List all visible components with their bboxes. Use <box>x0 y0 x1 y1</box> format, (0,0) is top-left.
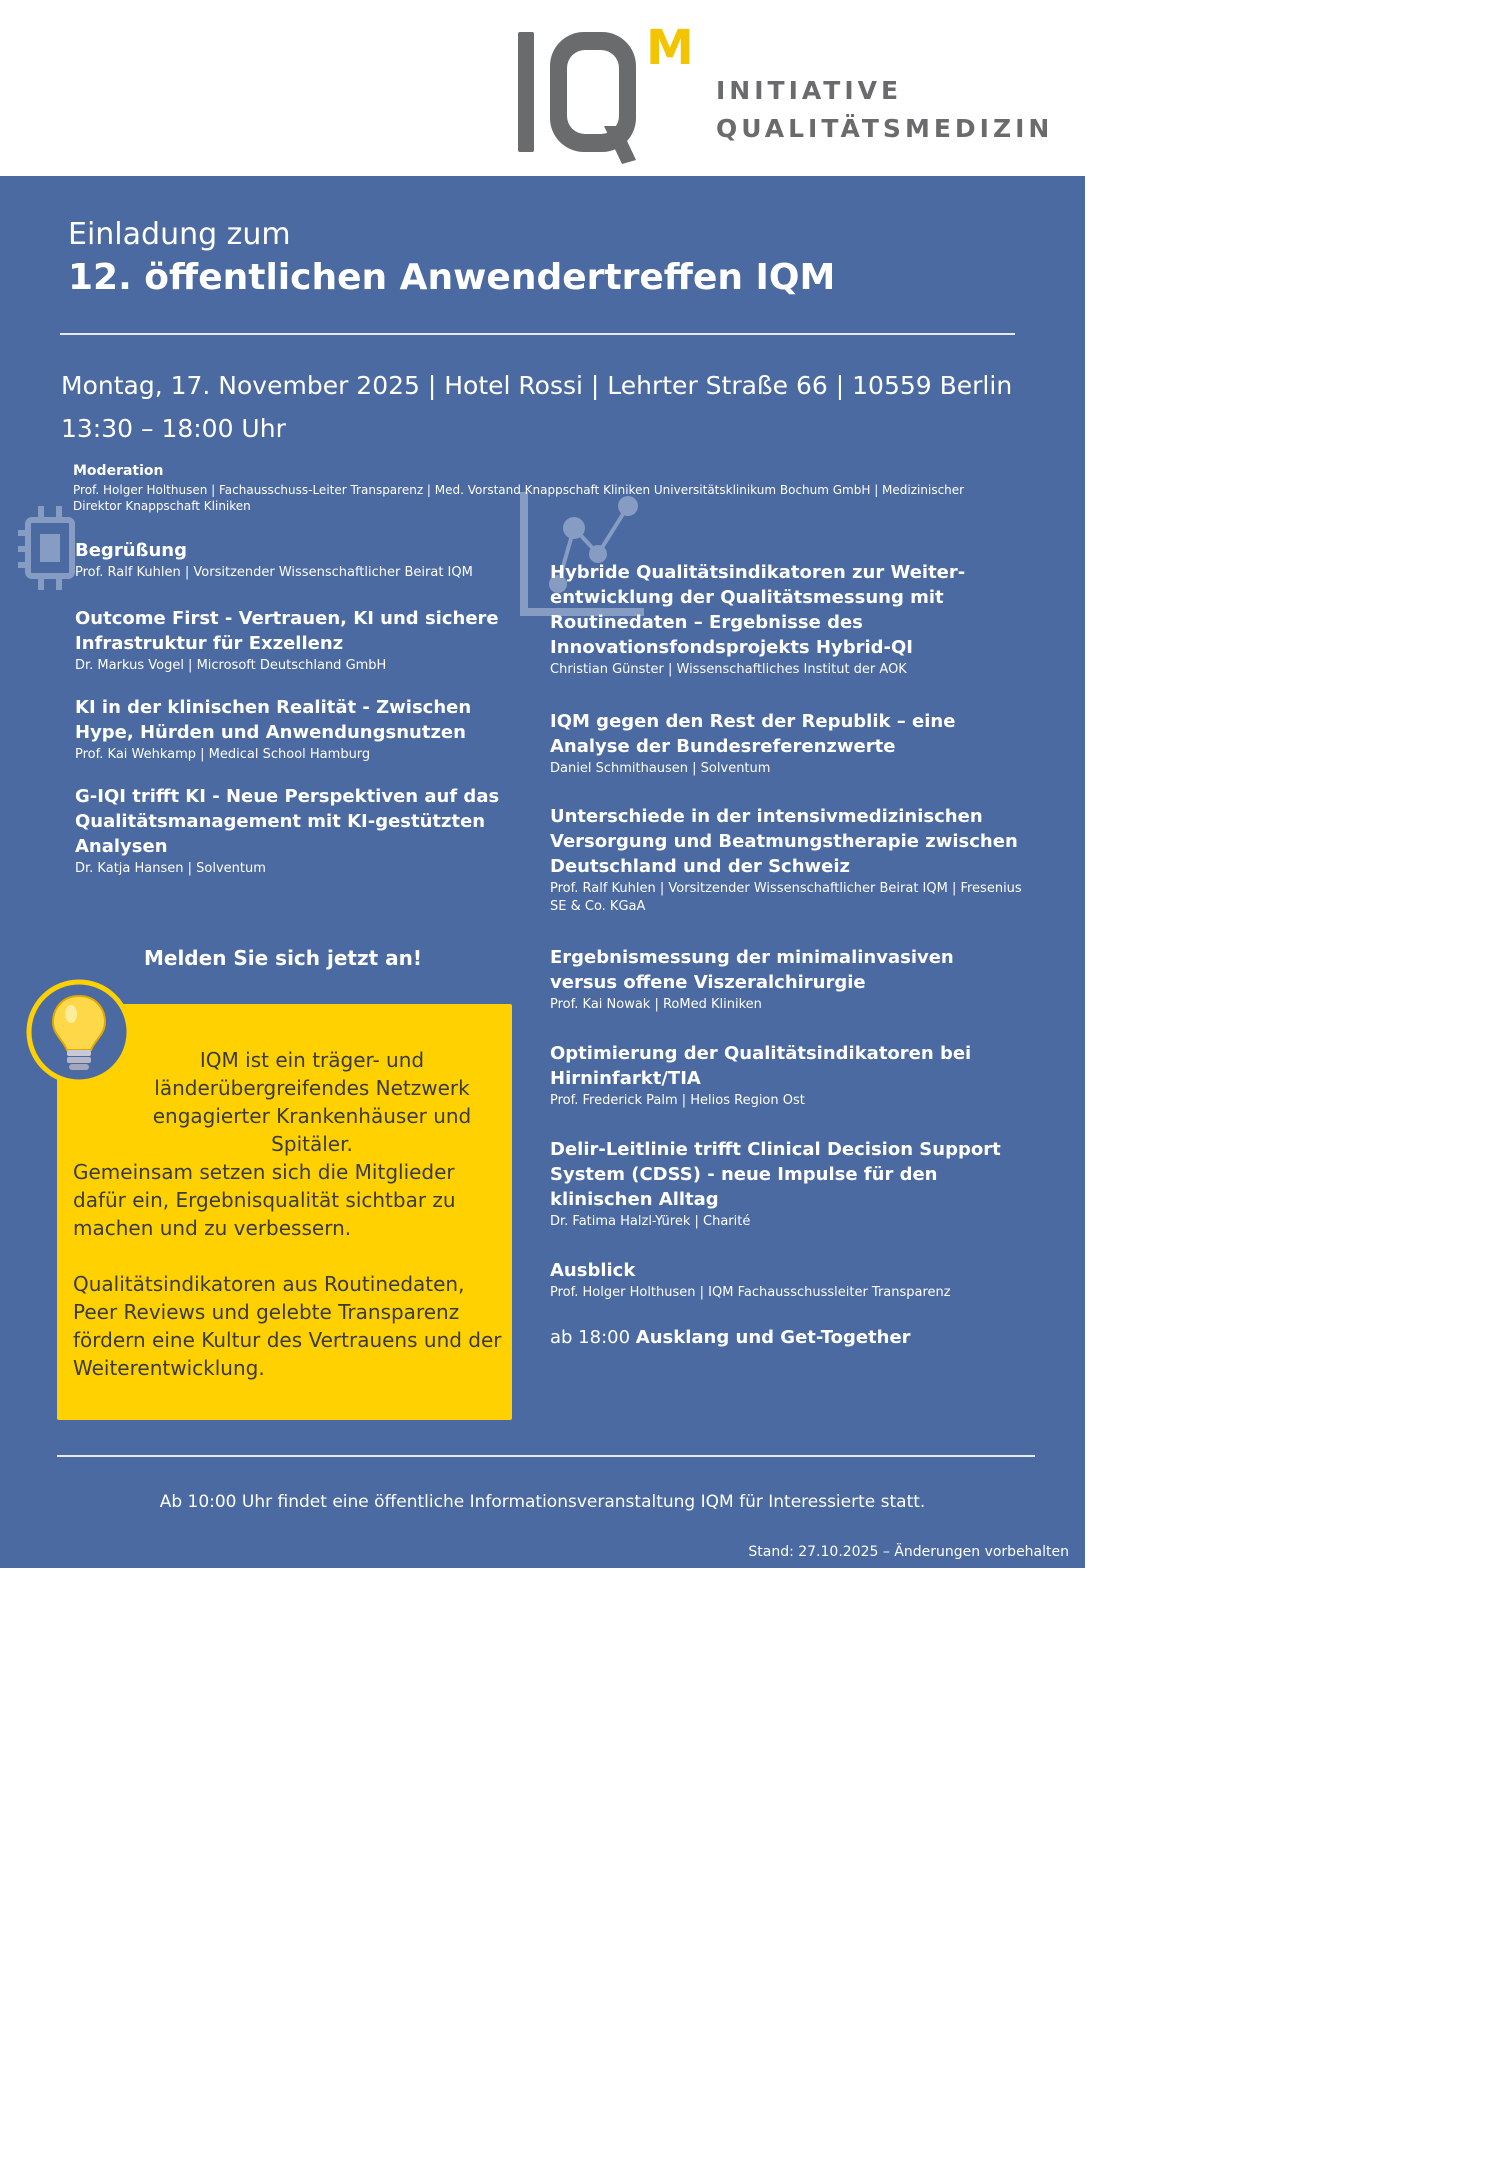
program-item-speaker: Daniel Schmithausen | Solventum <box>550 761 771 776</box>
program-item-speaker: Prof. Kai Nowak | RoMed Kliniken <box>550 997 762 1012</box>
title-line1: Einladung zum <box>68 217 291 252</box>
program-item-title: Delir-Leitlinie trifft Clinical Decision Support System (CDSS) - neue Impulse für den klinischen Alltag <box>550 1139 1001 1210</box>
signup-cta[interactable]: Melden Sie sich jetzt an! <box>143 946 422 970</box>
program-item <box>550 709 980 778</box>
program-item-title: IQM gegen den Rest der Republik – eine Analyse der Bundesreferenzwerte <box>550 711 956 757</box>
program-item-speaker: Dr. Markus Vogel | Microsoft Deutschland GmbH <box>75 658 387 673</box>
program-item <box>550 945 980 1014</box>
closing-label: Ausklang und Get-Together <box>635 1327 911 1348</box>
bottom-divider <box>57 1455 1035 1457</box>
program-item-speaker: Dr. Katja Hansen | Solventum <box>75 861 266 876</box>
title-line2: 12. öffentlichen Anwendertreffen IQM <box>68 257 836 298</box>
program-item-speaker: Prof. Ralf Kuhlen | Vorsitzender Wissenschaftlicher Beirat IQM <box>75 565 473 580</box>
program-item <box>550 1041 1000 1110</box>
program-item <box>550 560 990 679</box>
stand-note: Stand: 27.10.2025 – Änderungen vorbehalten <box>748 1544 1069 1560</box>
program-item <box>550 804 1040 916</box>
program-item-title: Outcome First - Vertrauen, KI und sichere Infrastruktur für Exzellenz <box>75 608 499 654</box>
logo-line1: INITIATIVE <box>716 76 903 105</box>
program-item-title: Optimierung der Qualitätsindikatoren bei Hirninfarkt/TIA <box>550 1043 972 1089</box>
info-paragraph-3: Qualitätsindikatoren aus Routinedaten, Peer Reviews und gelebte Transparenz fördern eine Kultur des Vertrauens und der Weiterentwicklung. <box>73 1272 502 1380</box>
info-paragraph-1: IQM ist ein träger- und länderübergreifendes Netzwerk engagierter Krankenhäuser und Spitäler. <box>152 1048 472 1156</box>
program-item-title: Ausblick <box>550 1260 636 1281</box>
page-header <box>0 0 1085 176</box>
chip-icon <box>18 502 80 598</box>
program-item <box>550 1137 1030 1231</box>
program-item-speaker: Christian Günster | Wissenschaftliches Institut der AOK <box>550 662 907 677</box>
logo-text <box>716 76 1053 144</box>
program-item <box>75 784 510 878</box>
program-item-title: Hybride Qualitätsindikatoren zur Weiter-entwicklung der Qualitätsmessung mit Routinedaten – Ergebnisse des Innovationsfondsprojekts Hybrid-QI <box>550 562 966 658</box>
program-item-title: G-IQI trifft KI - Neue Perspektiven auf das Qualitätsmanagement mit KI-gestützten Analysen <box>75 786 500 857</box>
program-item <box>75 606 520 675</box>
program-item-speaker: Prof. Holger Holthusen | IQM Fachausschussleiter Transparenz <box>550 1285 951 1300</box>
program-item-title: KI in der klinischen Realität - Zwischen Hype, Hürden und Anwendungsnutzen <box>75 697 472 743</box>
program-item <box>75 538 525 582</box>
moderation-info: Prof. Holger Holthusen | Fachausschuss-Leiter Transparenz | Med. Vorstand Knappschaft Kliniken Universitätsklinikum Bochum GmbH | Medizinischer Direktor Knappschaft Kliniken <box>73 483 965 513</box>
invitation-panel <box>0 176 1085 1568</box>
logo-superscript: M <box>646 20 694 76</box>
program-item-speaker: Prof. Kai Wehkamp | Medical School Hamburg <box>75 747 371 762</box>
closing-line <box>550 1325 911 1351</box>
program-item-speaker: Dr. Fatima Halzl-Yürek | Charité <box>550 1214 751 1229</box>
moderation-label: Moderation <box>73 463 164 479</box>
program-item-title: Unterschiede in der intensivmedizinischen Versorgung und Beatmungstherapie zwischen Deutschland und der Schweiz <box>550 806 1018 877</box>
event-date-location: Montag, 17. November 2025 | Hotel Rossi | Lehrter Straße 66 | 10559 Berlin <box>61 371 1013 400</box>
logo-line2: QUALITÄTSMEDIZIN <box>716 114 1054 143</box>
closing-time: ab 18:00 <box>550 1327 631 1348</box>
program-item-speaker: Prof. Ralf Kuhlen | Vorsitzender Wissenschaftlicher Beirat IQM | Fresenius SE & Co. KGaA <box>550 881 1022 914</box>
program-item-title: Begrüßung <box>75 540 187 561</box>
event-time: 13:30 – 18:00 Uhr <box>61 414 286 443</box>
info-paragraph-2: Gemeinsam setzen sich die Mitglieder dafür ein, Ergebnisqualität sichtbar zu machen und zu verbessern. <box>73 1160 456 1240</box>
program-item <box>75 695 530 764</box>
program-item-title: Ergebnismessung der minimalinvasiven versus offene Viszeralchirurgie <box>550 947 954 993</box>
program-item-speaker: Prof. Frederick Palm | Helios Region Ost <box>550 1093 805 1108</box>
lightbulb-icon <box>25 978 133 1086</box>
program-item <box>550 1258 1030 1302</box>
footer-note: Ab 10:00 Uhr findet eine öffentliche Informationsveranstaltung IQM für Interessierte statt. <box>159 1492 926 1512</box>
top-divider <box>60 333 1015 335</box>
